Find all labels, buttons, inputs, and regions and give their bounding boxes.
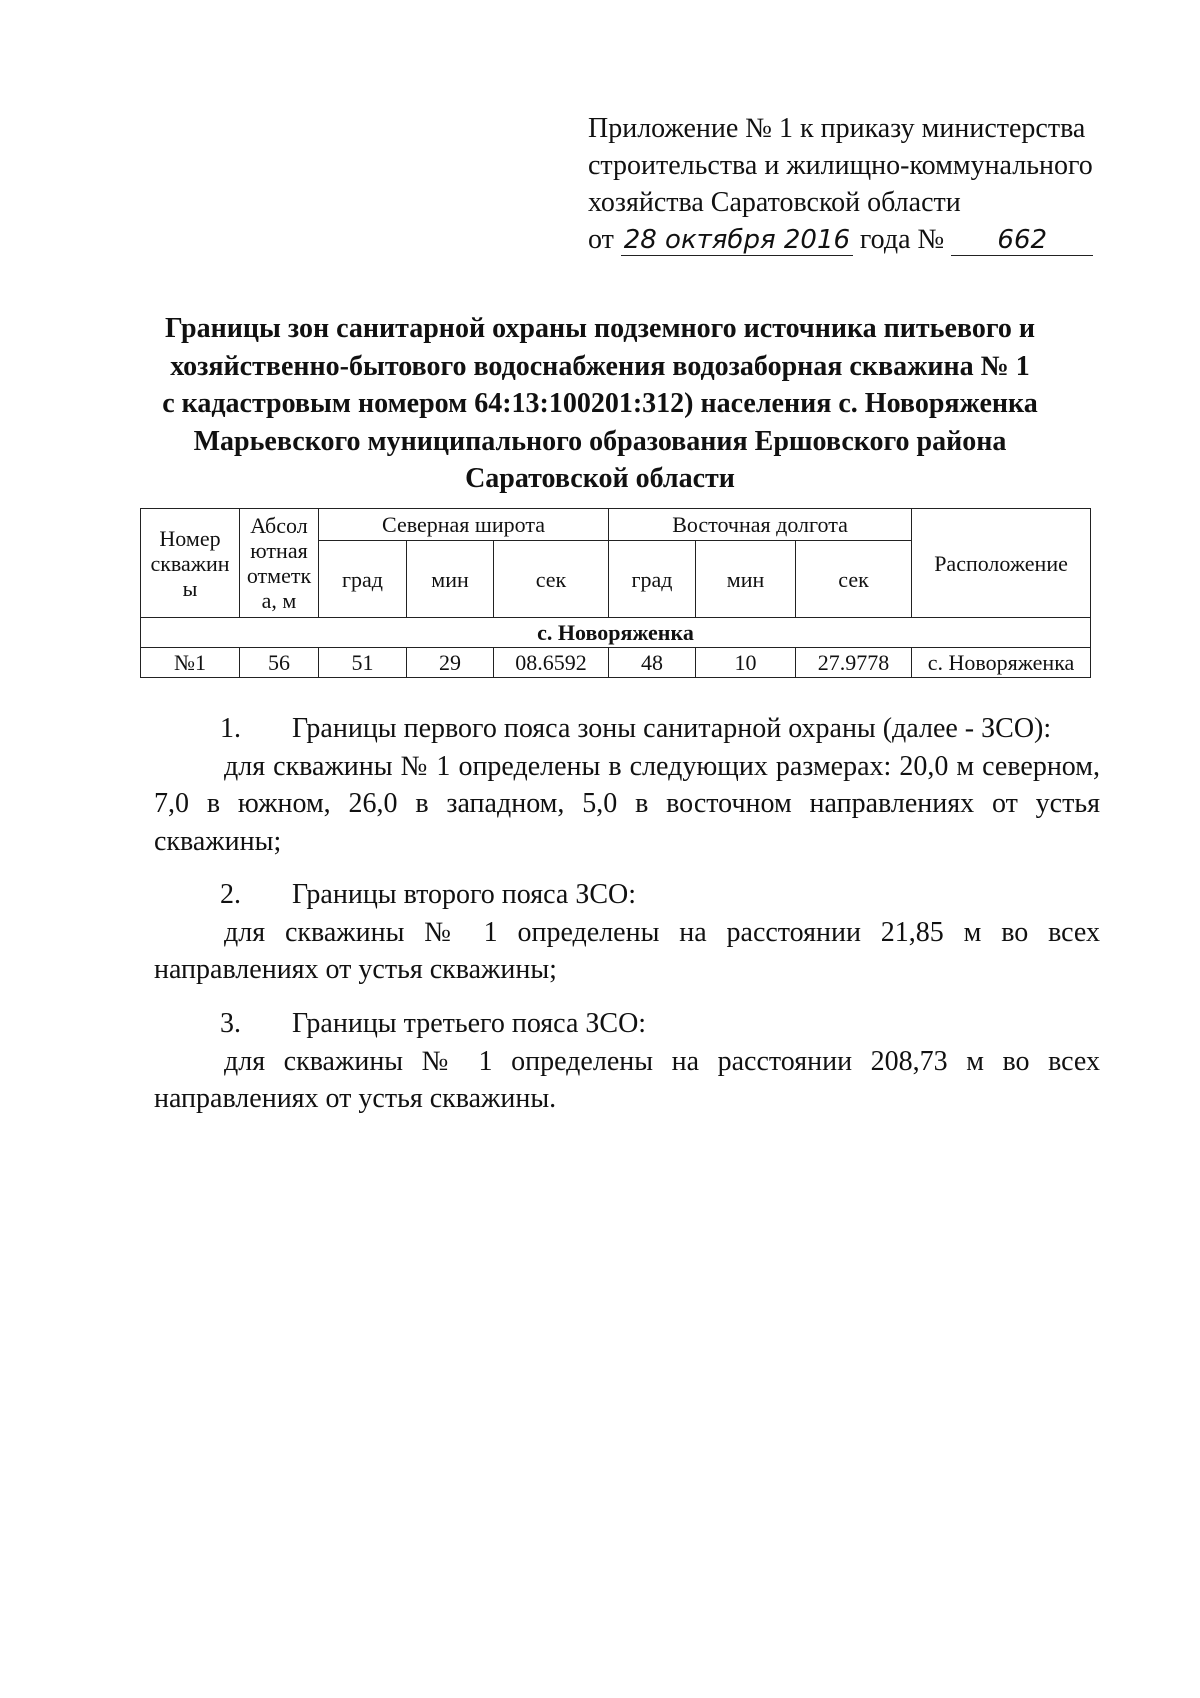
title-line-4: Марьевского муниципального образования Ершовского района [193,425,1007,457]
document-title [140,310,1060,498]
zone-item-2-heading [154,876,1100,914]
annex-line-2: строительства и жилищно-коммунального [588,150,1093,181]
annex-header [588,110,1108,258]
annex-date-line [588,221,1108,258]
header-location: Расположение [912,509,1091,618]
title-line-2: хозяйственно-бытового водоснабжения водозаборная скважина № 1 [170,350,1030,382]
cell-lon-deg: 48 [609,648,696,678]
title-line-1: Границы зон санитарной охраны подземного источника питьевого и [165,313,1035,344]
annex-line-3: хозяйства Саратовской области [588,187,961,218]
header-east-lon: Восточная долгота [609,509,912,541]
zone-item-2 [154,876,1100,989]
header-lat-sec: сек [494,541,609,618]
header-well-number: Номер скважин ы [141,509,240,618]
cell-lat-sec: 08.6592 [494,648,609,678]
zone-item-3 [154,1005,1100,1118]
header-abs-mark: Абсол ютная отметк а, м [240,509,319,618]
section-settlement: с. Новоряженка [141,618,1091,648]
annex-line-1: Приложение № 1 к приказу министерства [588,113,1086,144]
zone-item-1-heading [154,710,1100,748]
zone-item-2-text: для скважины № 1 определены на расстоянии 21,85 м во всех направлениях от устья скважины; [154,916,1100,985]
cell-lat-deg: 51 [319,648,407,678]
zone-item-3-text: для скважины № 1 определены на расстоянии 208,73 м во всех направлениях от устья скважины. [154,1045,1100,1114]
zone-item-1-number: 1. [220,713,241,744]
cell-lon-sec: 27.9778 [796,648,912,678]
title-line-3: с кадастровым номером 64:13:100201:312) населения с. Новоряженка [162,388,1038,419]
annex-year-word: года № [859,224,945,255]
zone-item-3-number: 3. [220,1008,241,1039]
cell-number: №1 [141,648,240,678]
coordinates-table [140,508,1091,678]
annex-from-prefix: от [588,224,614,255]
zone-item-2-title: Границы второго пояса ЗСО: [292,879,637,910]
handwritten-number: 662 [951,225,1093,256]
cell-lon-min: 10 [696,648,796,678]
header-lon-deg: град [609,541,696,618]
cell-location: с. Новоряженка [912,648,1091,678]
cell-abs: 56 [240,648,319,678]
header-lon-sec: сек [796,541,912,618]
handwritten-date: 28 октября 2016 [621,225,853,256]
title-line-5: Саратовской области [465,463,735,494]
zone-item-1 [154,710,1100,860]
header-north-lat: Северная широта [319,509,609,541]
zone-item-3-title: Границы третьего пояса ЗСО: [292,1008,647,1039]
cell-lat-min: 29 [407,648,494,678]
zone-item-2-number: 2. [220,879,241,910]
zone-item-3-heading [154,1005,1100,1043]
header-lon-min: мин [696,541,796,618]
header-lat-deg: град [319,541,407,618]
zone-item-1-title: Границы первого пояса зоны санитарной охраны (далее - ЗСО): [292,713,1052,744]
header-lat-min: мин [407,541,494,618]
table-row [141,648,1091,678]
zone-item-1-text: для скважины № 1 определены в следующих размерах: 20,0 м северном, 7,0 в южном, 26,0 в западном, 5,0 в восточном направлениях от устья скважины; [154,750,1100,857]
table-header-row [141,509,1091,541]
table-section-row [141,618,1091,648]
